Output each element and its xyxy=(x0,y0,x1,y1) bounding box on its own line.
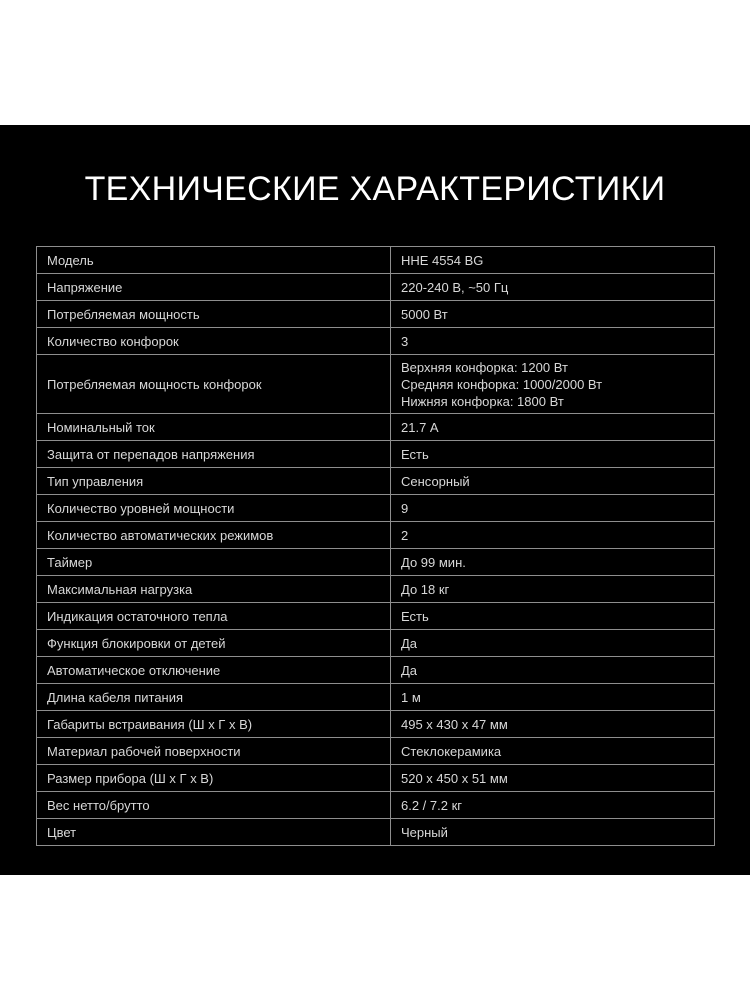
spec-name: Номинальный ток xyxy=(37,414,391,441)
spec-name: Длина кабеля питания xyxy=(37,684,391,711)
spec-name: Защита от перепадов напряжения xyxy=(37,441,391,468)
table-row xyxy=(37,549,715,576)
table-row xyxy=(37,355,715,414)
spec-value xyxy=(391,495,715,522)
page-title: ТЕХНИЧЕСКИЕ ХАРАКТЕРИСТИКИ xyxy=(84,170,666,208)
spec-value-line: Есть xyxy=(401,446,429,462)
spec-name: Габариты встраивания (Ш х Г х В) xyxy=(37,711,391,738)
table-row xyxy=(37,495,715,522)
table-row xyxy=(37,301,715,328)
spec-name: Размер прибора (Ш х Г х В) xyxy=(37,765,391,792)
spec-value-line: 2 xyxy=(401,527,409,543)
spec-value-line: 6.2 / 7.2 кг xyxy=(401,797,463,813)
spec-table-body xyxy=(37,247,715,846)
spec-value xyxy=(391,355,715,414)
table-row xyxy=(37,328,715,355)
spec-value-line: До 99 мин. xyxy=(401,554,466,570)
spec-value xyxy=(391,603,715,630)
spec-value-line: 520 х 450 х 51 мм xyxy=(401,770,508,786)
spec-value-line: Есть xyxy=(401,608,429,624)
spec-name: Таймер xyxy=(37,549,391,576)
spec-value xyxy=(391,738,715,765)
table-row xyxy=(37,792,715,819)
spec-value-line: Да xyxy=(401,662,418,678)
spec-value-line: 495 х 430 х 47 мм xyxy=(401,716,508,732)
spec-value xyxy=(391,414,715,441)
spec-name: Максимальная нагрузка xyxy=(37,576,391,603)
spec-table xyxy=(36,246,715,846)
spec-value-line: 9 xyxy=(401,500,409,516)
spec-value xyxy=(391,657,715,684)
spec-value xyxy=(391,328,715,355)
table-row xyxy=(37,576,715,603)
spec-value xyxy=(391,630,715,657)
spec-name: Модель xyxy=(37,247,391,274)
table-row xyxy=(37,414,715,441)
spec-value xyxy=(391,792,715,819)
table-row xyxy=(37,738,715,765)
spec-value xyxy=(391,441,715,468)
spec-value xyxy=(391,576,715,603)
spec-value-line: Средняя конфорка: 1000/2000 Вт xyxy=(401,376,603,392)
spec-value xyxy=(391,247,715,274)
spec-name: Индикация остаточного тепла xyxy=(37,603,391,630)
spec-value-line: HHE 4554 BG xyxy=(401,252,484,268)
spec-value xyxy=(391,684,715,711)
spec-value xyxy=(391,301,715,328)
spec-value xyxy=(391,765,715,792)
spec-value-line: Верхняя конфорка: 1200 Вт xyxy=(401,359,568,375)
spec-name: Функция блокировки от детей xyxy=(37,630,391,657)
spec-value xyxy=(391,711,715,738)
spec-value xyxy=(391,522,715,549)
spec-value-line: Да xyxy=(401,635,418,651)
table-row xyxy=(37,468,715,495)
spec-name: Напряжение xyxy=(37,274,391,301)
table-row xyxy=(37,711,715,738)
table-row xyxy=(37,819,715,846)
spec-name: Вес нетто/брутто xyxy=(37,792,391,819)
table-row xyxy=(37,657,715,684)
spec-name: Автоматическое отключение xyxy=(37,657,391,684)
spec-name: Материал рабочей поверхности xyxy=(37,738,391,765)
spec-value xyxy=(391,549,715,576)
spec-value-line: Сенсорный xyxy=(401,473,470,489)
table-row xyxy=(37,603,715,630)
spec-name: Цвет xyxy=(37,819,391,846)
spec-value xyxy=(391,819,715,846)
spec-name: Потребляемая мощность xyxy=(37,301,391,328)
spec-value xyxy=(391,468,715,495)
spec-value-line: 21.7 А xyxy=(401,419,439,435)
spec-name: Потребляемая мощность конфорок xyxy=(37,355,391,414)
spec-value-line: 5000 Вт xyxy=(401,306,448,322)
spec-name: Количество автоматических режимов xyxy=(37,522,391,549)
spec-value-line: 1 м xyxy=(401,689,421,705)
table-row xyxy=(37,684,715,711)
spec-value-line: 220-240 В, ~50 Гц xyxy=(401,279,509,295)
table-row xyxy=(37,274,715,301)
spec-name: Количество уровней мощности xyxy=(37,495,391,522)
spec-value-line: 3 xyxy=(401,333,409,349)
spec-value xyxy=(391,274,715,301)
spec-value-line: Нижняя конфорка: 1800 Вт xyxy=(401,393,564,409)
spec-value-line: До 18 кг xyxy=(401,581,450,597)
table-row xyxy=(37,247,715,274)
table-row xyxy=(37,522,715,549)
spec-name: Количество конфорок xyxy=(37,328,391,355)
spec-name: Тип управления xyxy=(37,468,391,495)
table-row xyxy=(37,441,715,468)
spec-value-line: Стеклокерамика xyxy=(401,743,502,759)
table-row xyxy=(37,630,715,657)
spec-value-line: Черный xyxy=(401,824,448,840)
table-row xyxy=(37,765,715,792)
